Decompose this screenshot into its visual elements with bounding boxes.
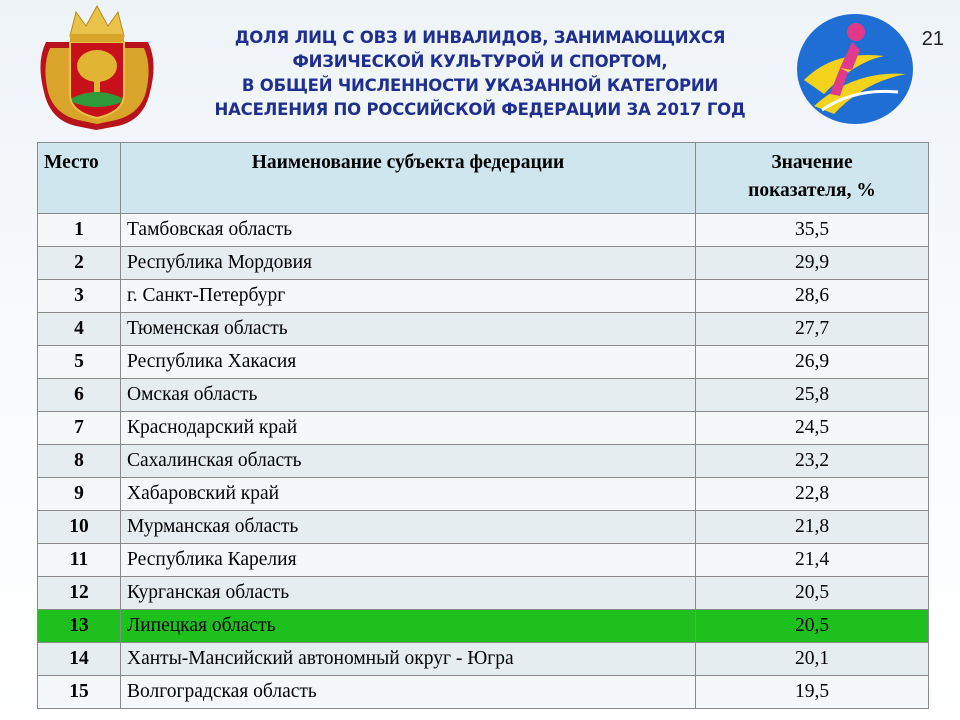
cell-value: 21,8 (696, 511, 929, 544)
cell-name: Краснодарский край (121, 412, 696, 445)
cell-name: Сахалинская область (121, 445, 696, 478)
cell-place: 12 (38, 577, 121, 610)
cell-name: Республика Хакасия (121, 346, 696, 379)
slide-header (0, 0, 960, 134)
coat-of-arms-icon (36, 2, 158, 130)
cell-value: 28,6 (696, 280, 929, 313)
ranking-table (37, 142, 929, 709)
page-number: 21 (921, 28, 944, 50)
table-header-row (38, 143, 929, 214)
column-header-value-line1: Значение (771, 152, 853, 173)
cell-name: Тюменская область (121, 313, 696, 346)
cell-value: 26,9 (696, 346, 929, 379)
cell-place: 6 (38, 379, 121, 412)
cell-name: Липецкая область (121, 610, 696, 643)
cell-name: Омская область (121, 379, 696, 412)
cell-place: 9 (38, 478, 121, 511)
table-row (38, 478, 929, 511)
cell-name: Курганская область (121, 577, 696, 610)
cell-place: 10 (38, 511, 121, 544)
cell-value: 21,4 (696, 544, 929, 577)
table-row (38, 346, 929, 379)
table-row (38, 280, 929, 313)
cell-value: 22,8 (696, 478, 929, 511)
cell-name: Хабаровский край (121, 478, 696, 511)
column-header-name: Наименование субъекта федерации (121, 143, 696, 214)
cell-value: 25,8 (696, 379, 929, 412)
cell-value: 19,5 (696, 676, 929, 709)
cell-place: 5 (38, 346, 121, 379)
cell-name: Тамбовская область (121, 214, 696, 247)
cell-name: г. Санкт-Петербург (121, 280, 696, 313)
cell-value: 27,7 (696, 313, 929, 346)
title-line: В ОБЩЕЙ ЧИСЛЕННОСТИ УКАЗАННОЙ КАТЕГОРИИ (241, 76, 719, 95)
table-row (38, 313, 929, 346)
cell-place: 7 (38, 412, 121, 445)
column-header-value (696, 143, 929, 214)
cell-place: 11 (38, 544, 121, 577)
cell-place: 15 (38, 676, 121, 709)
cell-name: Мурманская область (121, 511, 696, 544)
sport-logo-icon (794, 10, 916, 128)
cell-place: 8 (38, 445, 121, 478)
table-row (38, 544, 929, 577)
column-header-place: Место (38, 143, 121, 214)
page-title (170, 26, 790, 122)
table-row (38, 676, 929, 709)
table-row (38, 214, 929, 247)
cell-value: 24,5 (696, 412, 929, 445)
cell-place: 14 (38, 643, 121, 676)
title-line: ФИЗИЧЕСКОЙ КУЛЬТУРОЙ И СПОРТОМ, (292, 52, 668, 71)
table-row (38, 247, 929, 280)
cell-name: Ханты-Мансийский автономный округ - Югра (121, 643, 696, 676)
cell-place: 3 (38, 280, 121, 313)
cell-value: 23,2 (696, 445, 929, 478)
cell-name: Республика Мордовия (121, 247, 696, 280)
table-row (38, 643, 929, 676)
table-row (38, 412, 929, 445)
title-line: НАСЕЛЕНИЯ ПО РОССИЙСКОЙ ФЕДЕРАЦИИ ЗА 2017 ГОД (214, 100, 746, 119)
cell-value: 20,5 (696, 610, 929, 643)
column-header-value-line2: показателя, % (748, 180, 876, 201)
table-row-highlighted (38, 610, 929, 643)
cell-place: 2 (38, 247, 121, 280)
title-line: ДОЛЯ ЛИЦ С ОВЗ И ИНВАЛИДОВ, ЗАНИМАЮЩИХСЯ (234, 28, 726, 47)
table-row (38, 445, 929, 478)
table-row (38, 577, 929, 610)
cell-value: 20,5 (696, 577, 929, 610)
table-row (38, 511, 929, 544)
cell-value: 29,9 (696, 247, 929, 280)
cell-value: 35,5 (696, 214, 929, 247)
cell-name: Волгоградская область (121, 676, 696, 709)
cell-place: 4 (38, 313, 121, 346)
cell-name: Республика Карелия (121, 544, 696, 577)
table-row (38, 379, 929, 412)
cell-place: 1 (38, 214, 121, 247)
cell-place: 13 (38, 610, 121, 643)
cell-value: 20,1 (696, 643, 929, 676)
